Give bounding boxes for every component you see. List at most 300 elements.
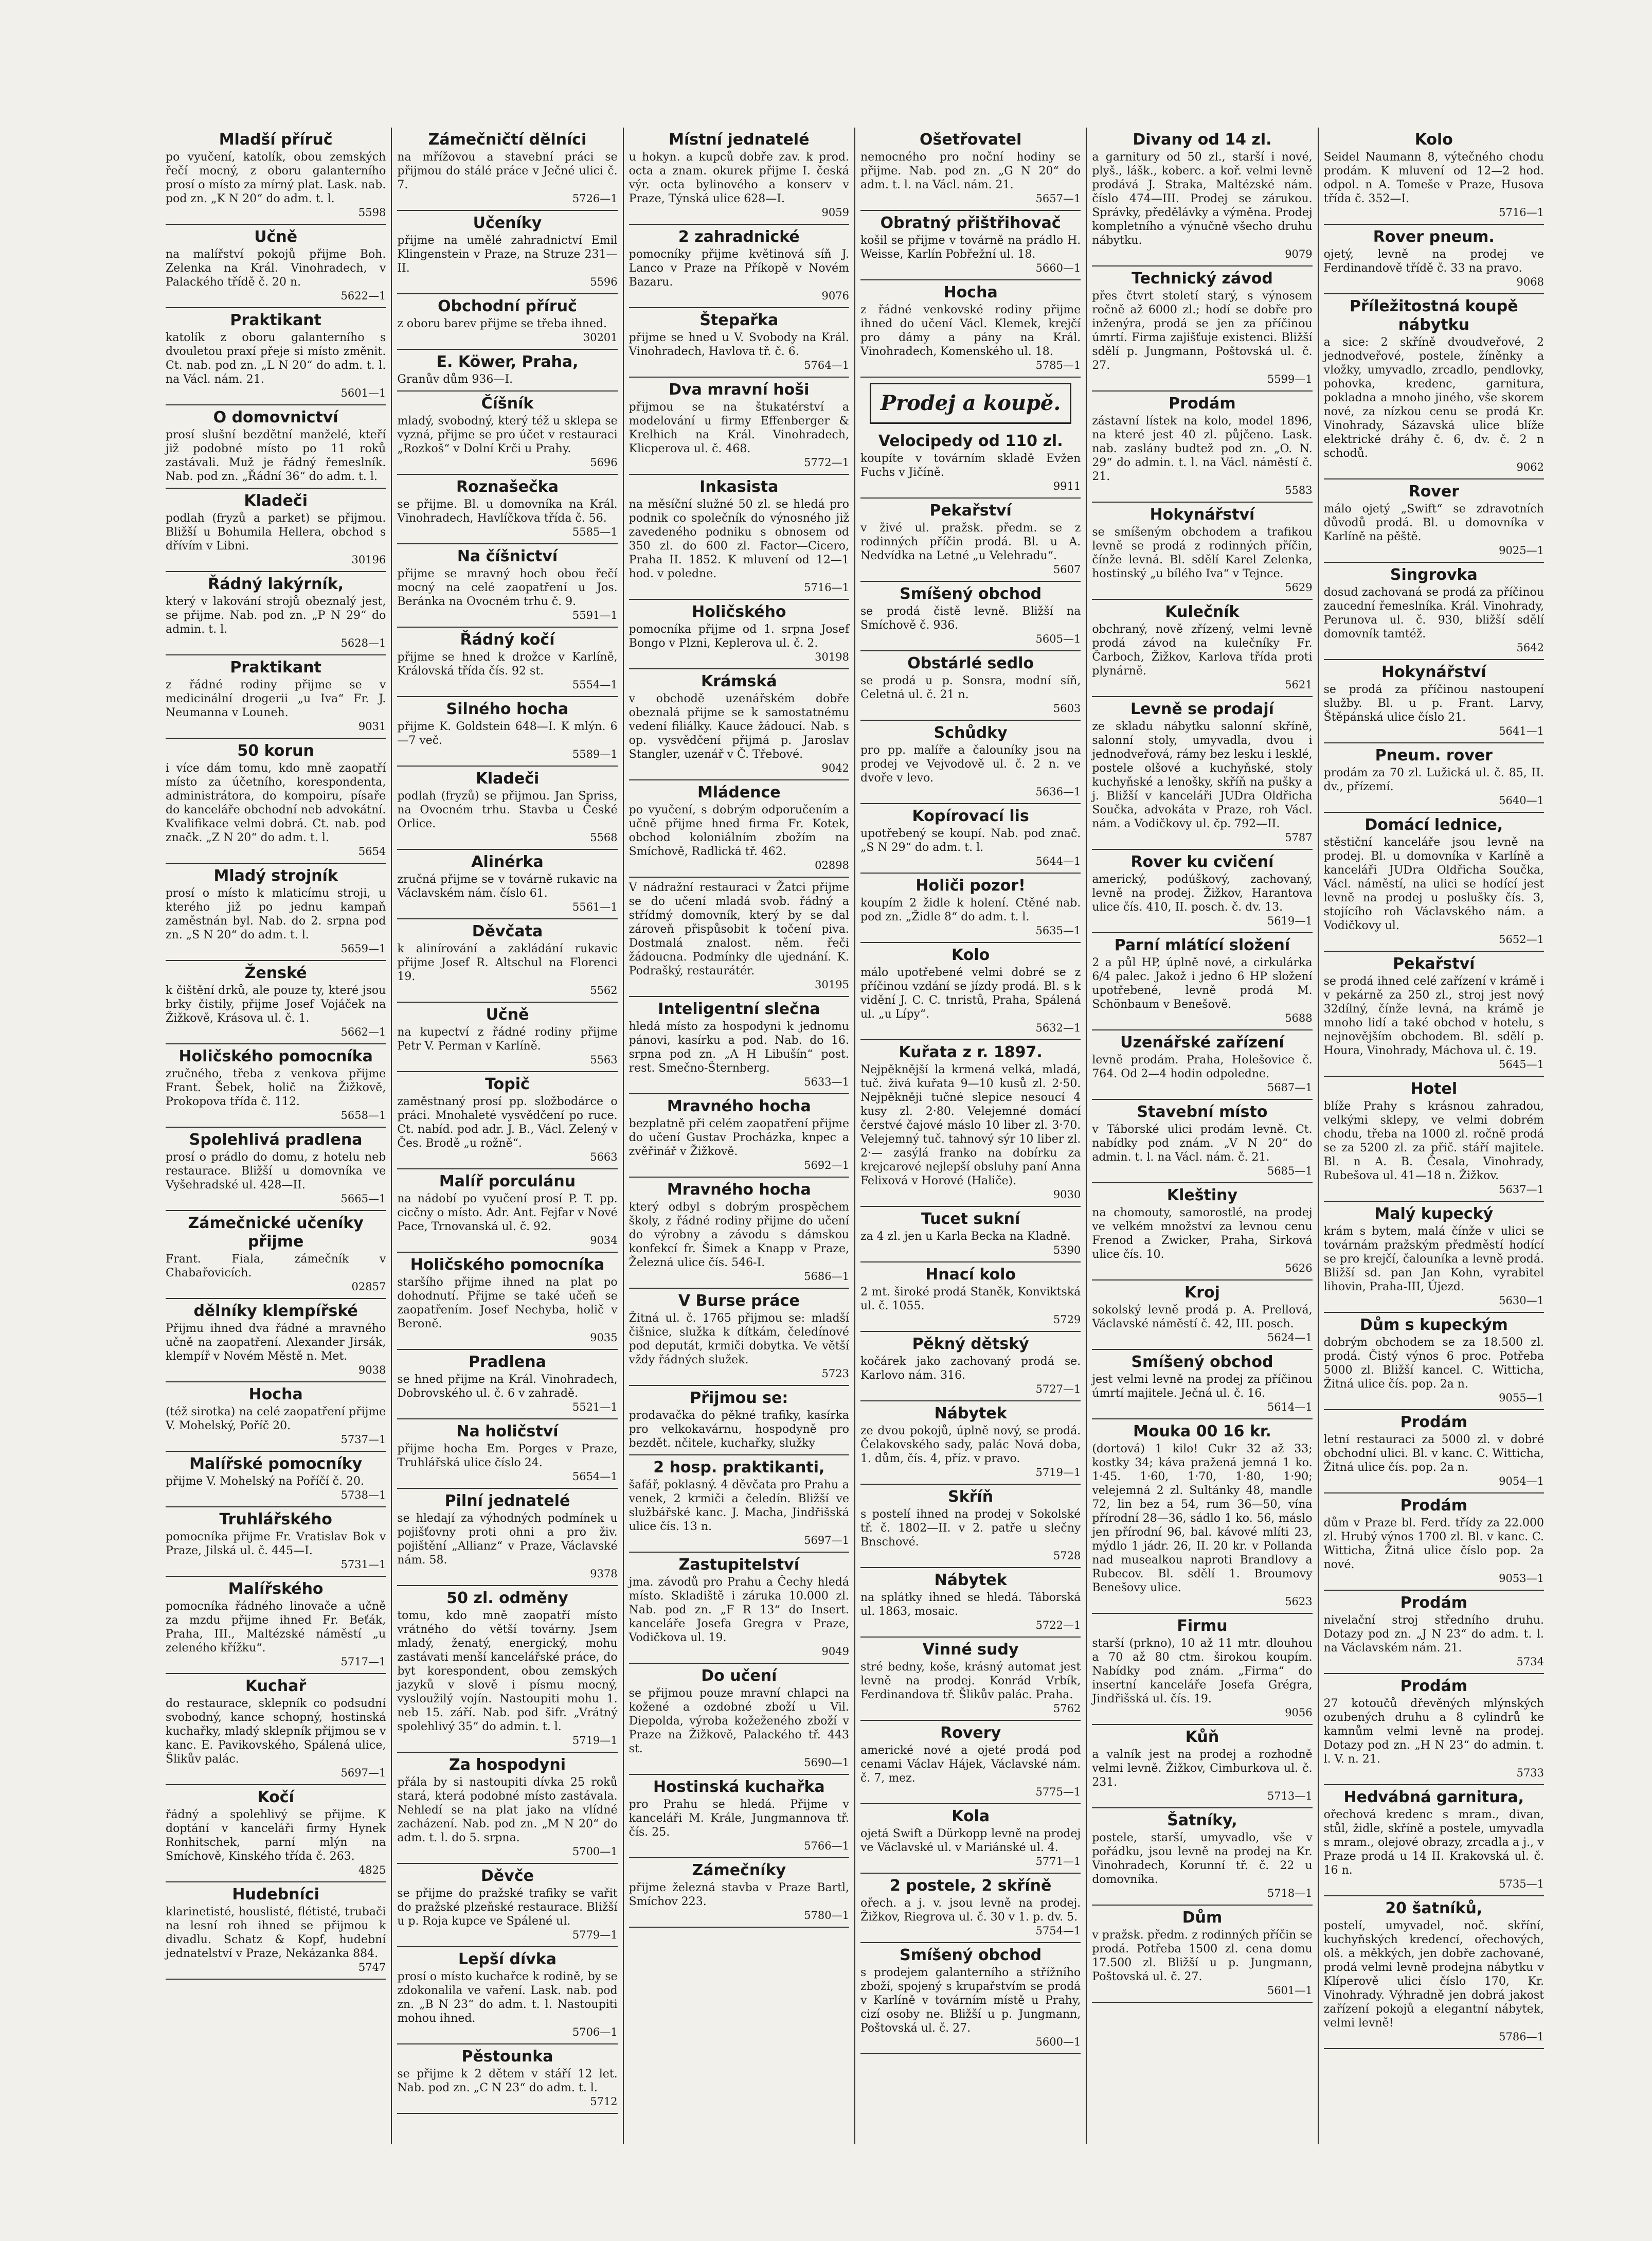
ad-body: ze skladu nábytku salonní skříně, salonní stoly, umyvadla, dvou i jednodveřová, rámy bez lesku i lesklé, postele olšové a kuchyňské, stoly kuchyňské a lenošky, skříň na pušky a j. Bližší v kanceláři JUDra Oldřicha Součka, advokáta v Praze, roh Václ. nám. a Vodičkovy ul. čp. 792—II. (1092, 720, 1313, 830)
ad-headline: Nábytek (934, 1404, 1007, 1422)
ad-headline: Dům s kupeckým (1359, 1316, 1508, 1334)
ad-reference-number: 5619—1 (1267, 915, 1313, 927)
ad-body: (též sirotka) na celé zaopatření přijme V. Mohelský, Poříč 20. (166, 1406, 386, 1432)
ad-reference-number: 5737—1 (340, 1433, 386, 1446)
ad-reference-number: 9030 (1053, 1188, 1081, 1201)
ad-reference-number: 5561—1 (572, 901, 618, 913)
ad-reference-number: 9911 (1053, 480, 1081, 492)
ad-reference-number: 5662—1 (340, 1026, 386, 1038)
classified-ad (860, 499, 1081, 582)
ad-headline: Kopírovací lis (912, 807, 1029, 825)
ad-body: zástavní lístek na kolo, model 1896, na které jest 40 zl. půjčeno. Lask. nab. zaslány budtež pod zn. „O. N. 29“ do admin. t. l. na Václ. náměstí č. 21. (1092, 415, 1313, 483)
ad-body: nemocného pro noční hodiny se přijme. Nab. pod zn. „G N 20“ do adm. t. l. na Václ. nám. 21. (860, 151, 1081, 191)
classified-columns (160, 128, 1549, 2144)
classified-ad (166, 128, 386, 225)
ad-body: se prodá čistě levně. Bližší na Smíchově č. 936. (860, 605, 1081, 632)
ad-reference-number: 5622—1 (340, 290, 386, 302)
ad-body: blíže Prahy s krásnou zahradou, velkými sklepy, ve velmi dobrém chodu, třeba na 1000 zl. ročně prodá se za 5200 zl. za přič. stáří majitele. Bl. n A. B. Česala, Vinohrady, Rubešova ul. 41—18 n. Žižkov. (1323, 1100, 1544, 1182)
ad-body: ořechová kredenc s mram., divan, stůl, židle, skříně a postele, umyvadla s mram., olejové obrazy, zrcadla a j., v Praze prodá u 14 II. Krakovská ul. č. 16 n. (1323, 1808, 1544, 1877)
classified-ad (166, 1674, 386, 1785)
ad-reference-number: 5642 (1516, 642, 1544, 654)
ad-headline: Tucet sukní (921, 1210, 1020, 1228)
ad-reference-number: 5692—1 (804, 1159, 849, 1171)
ad-headline: Smíšený obchod (900, 1946, 1042, 1964)
ad-body: sokolský levně prodá p. A. Prellová, Václavské náměstí č. 42, III. posch. (1092, 1304, 1313, 1330)
classified-ad (629, 780, 849, 878)
ad-reference-number: 5716—1 (804, 581, 849, 594)
ad-headline: Šatníky, (1167, 1811, 1237, 1829)
classified-ad (629, 1094, 849, 1178)
ad-body: krám s bytem, malá čínže v ulici se továrnám pražským předměstí hodící se pro krejčí, čalouníka a levně prodá. Bližší sd. pan Jan Kohn, vyrabitel lihovin, Praha-III, Újezd. (1323, 1225, 1544, 1293)
ad-reference-number: 9056 (1285, 1706, 1313, 1719)
ad-headline: 2 postele, 2 skříně (889, 1877, 1052, 1895)
ad-body: prosí slušní bezdětní manželé, kteří již podobné místo po 11 roků zastávali. Muž je řádný řemeslník. Nab. pod zn. „Řádní 36“ do adm. t. l. (166, 429, 386, 483)
classified-ad (166, 1128, 386, 1211)
classified-ad (1324, 1785, 1544, 1896)
ad-reference-number: 5600—1 (1035, 2036, 1081, 2048)
ad-headline: Malý kupecký (1374, 1205, 1494, 1223)
ad-body: pro pp. malíře a čalouníky jsou na prodej ve Vejvodově ul. č. 2 n. ve dvoře v levo. (860, 744, 1081, 785)
ad-reference-number: 5723 (821, 1367, 849, 1380)
ad-headline: Učně (254, 228, 298, 246)
ad-headline: Spolehlivá pradlena (189, 1131, 363, 1149)
classified-ad (1324, 1313, 1544, 1410)
ad-headline: Uzenářské zařízení (1120, 1034, 1284, 1052)
ad-reference-number: 5762 (1053, 1702, 1081, 1715)
column-5 (1086, 128, 1317, 2144)
classified-ad (166, 1211, 386, 1299)
ad-headline: Učně (486, 1006, 529, 1024)
ad-body: za 4 zl. jen u Karla Becka na Kladně. (860, 1230, 1071, 1243)
ad-headline: Pneum. rover (1375, 746, 1493, 764)
ad-body: staršího přijme ihned na plat po dohodnutí. Přijme se také učeň se zaopatřením. Josef Nechyba, holič v Beroně. (397, 1276, 618, 1330)
ad-headline: Prodám (1400, 1594, 1467, 1612)
classified-ad (860, 1040, 1081, 1207)
classified-ad (1092, 128, 1312, 266)
ad-headline: Hocha (248, 1385, 303, 1403)
ad-headline: Obratný přištřihovač (880, 214, 1061, 232)
classified-ad (397, 211, 617, 294)
ad-reference-number: 5729 (1053, 1313, 1081, 1326)
ad-headline: Inkasista (699, 478, 779, 496)
ad-reference-number: 5696 (590, 456, 618, 469)
ad-body: katolík z oboru galanterního s dvouletou praxí přeje si místo změnit. Ct. nab. pod zn. „L N 20“ do adm. t. l. na Václ. nám. 21. (166, 331, 386, 386)
classified-ad (860, 1874, 1081, 1943)
column-4 (854, 128, 1086, 2144)
ad-headline: O domovnictví (213, 408, 338, 426)
ad-reference-number: 9035 (590, 1331, 618, 1344)
ad-headline: Kolo (951, 946, 990, 964)
ad-body: tomu, kdo mně zaopatří místo vrátného do větší továrny. Jsem mladý, ženatý, energický, mohu zastávati menší kancelářské práce, do byt korespondent, obou zemských jazyků v slově i písmu mocný, vysloužilý vojín. Nastoupiti mohu 1. neb 15. září. Nab. pod šifr. „Vrátný spolehlivý 35“ do admin. t. l. (397, 1609, 618, 1733)
ad-reference-number: 5716—1 (1499, 206, 1544, 219)
ad-headline: Děvče (481, 1867, 534, 1885)
ad-reference-number: 5623 (1285, 1595, 1313, 1608)
ad-headline: Singrovka (1390, 566, 1478, 584)
classified-ad (166, 1785, 386, 1882)
ad-body: po vyučení, s dobrým odporučením a učně přijme hned firma Fr. Kotek, obchod koloniálním zbožím na Smíchově, Radlická tř. 462. (629, 804, 849, 858)
classified-ad (397, 919, 617, 1003)
classified-ad (397, 2044, 617, 2114)
classified-ad (629, 225, 849, 308)
ad-body: málo upotřebené velmi dobré se z příčinou vzdání se jízdy prodá. Bl. s k vidění J. C. C. tnristů, Praha, Spálená ul. „u Lípy“. (860, 966, 1081, 1021)
ad-headline: Holičského pomocníka (178, 1047, 373, 1065)
ad-headline: Zámečnické učeníky přijme (188, 1214, 364, 1251)
ad-headline: Malířské pomocníky (189, 1455, 363, 1473)
classified-ad (629, 378, 849, 475)
ad-headline: Pekařství (1393, 955, 1475, 973)
ad-body: na mřížovou a stavební práci se přijmou do stálé práce v Ječné ulici č. 7. (397, 151, 618, 191)
classified-ad (397, 1947, 617, 2044)
classified-ad (166, 1882, 386, 1980)
ad-body: prosí o místo kuchařce k rodině, by se zdokonalila ve vaření. Lask. nab. pod zn. „B N 23“ do adm. t. l. Nastoupiti mohou ihned. (397, 1970, 618, 2025)
classified-ad (397, 1586, 617, 1753)
ad-body: s postelí ihned na prodej v Sokolské tř. č. 1802—II. v 2. patře u slečny Bnschové. (860, 1508, 1081, 1549)
classified-ad (860, 1401, 1081, 1485)
ad-body: po vyučení, katolík, obou zemských řečí mocný, z oboru galanterního prosí o místo za mírný plat. Lask. nab. pod zn. „K N 20“ do adm. t. l. (166, 151, 386, 205)
ad-reference-number: 5734 (1516, 1656, 1544, 1668)
ad-headline: Číšník (481, 395, 534, 413)
classified-ad (397, 1003, 617, 1072)
classified-ad (860, 1638, 1081, 1721)
classified-ad (629, 1455, 849, 1553)
ad-reference-number: 9042 (821, 762, 849, 774)
ad-reference-number: 5568 (590, 831, 618, 844)
classified-ad (166, 864, 386, 961)
ad-headline: Příležitostná koupě nábytku (1350, 297, 1518, 334)
ad-body: který v lakování strojů obeznalý jest, se přijme. Nab. pod zn. „P N 29“ do admin. t. l. (166, 595, 386, 636)
ad-reference-number: 5601—1 (1267, 1984, 1313, 1997)
ad-body: koupím 2 židle k holení. Ctěné nab. pod zn. „Židle 8“ do adm. t. l. (860, 897, 1081, 923)
classified-ad (166, 572, 386, 655)
ad-headline: Holičského (692, 603, 786, 621)
ad-headline: Holičského pomocníka (410, 1256, 605, 1274)
ad-reference-number: 9076 (821, 290, 849, 302)
ad-reference-number: 5688 (1285, 1012, 1313, 1024)
ad-headline: Stavební místo (1137, 1103, 1268, 1121)
classified-ad (629, 1386, 849, 1455)
ad-headline: Rover pneum. (1373, 228, 1495, 246)
ad-body: přijme se mravný hoch obou řečí mocný na celé zaopatření u Jos. Beránka na Ovocném trhu č. 9. (397, 567, 618, 608)
ad-headline: Učeníky (473, 214, 542, 232)
ad-body: u hokyn. a kupců dobře zav. k prod. octa a znam. okurek přijme I. česká výr. octa bylinového a konserv v Praze, Týnská ulice 628—I. (629, 151, 849, 205)
ad-reference-number: 5727—1 (1035, 1383, 1081, 1395)
ad-headline: Hnací kolo (925, 1266, 1016, 1284)
classified-ad (397, 544, 617, 628)
classified-ad (860, 1332, 1081, 1401)
classified-ad (166, 1577, 386, 1674)
ad-reference-number: 5589—1 (572, 748, 618, 760)
ad-reference-number: 5521—1 (572, 1401, 618, 1413)
classified-ad (166, 308, 386, 405)
ad-body: koupíte v továrním skladě Evžen Fuchs v Jičíně. (860, 452, 1081, 479)
ad-headline: Zámečníky (692, 1861, 786, 1879)
ad-reference-number: 5633—1 (804, 1076, 849, 1088)
classified-ad (1092, 933, 1312, 1030)
classified-ad (1092, 1725, 1312, 1808)
ad-reference-number: 5717—1 (340, 1656, 386, 1668)
ad-body: do restaurace, sklepník co podsudní svobodný, kance schopný, hostinská kuchařky, mladý sklepník přijmou se v kanc. E. Pavikovského, Spálená ulice, Šlikův palác. (166, 1697, 386, 1766)
ad-reference-number: 5747 (358, 1961, 386, 1973)
ad-headline: Prodám (1169, 395, 1236, 413)
ad-body: starší (prkno), 10 až 11 mtr. dlouhou a 70 až 80 ctm. širokou koupím. Nabídky pod znám. „Firma“ do insertní kanceláře Josefa Grégra, Jindřišská ul. čís. 19. (1092, 1637, 1313, 1705)
ad-body: se přijme do pražské trafiky se vařit do pražské plzeňské restaurace. Bližší u p. Roja kupce ve Spálené ul. (397, 1887, 618, 1928)
ad-body: pro Prahu se hledá. Přijme v kanceláři M. Krále, Jungmannova tř. čís. 25. (629, 1798, 849, 1839)
ad-headline: Řádný kočí (460, 631, 555, 649)
ad-body: americký, podúškový, zachovaný, levně na prodej. Žižkov, Harantova ulice čís. 410, II. posch. č. dv. 13. (1092, 873, 1313, 914)
ad-reference-number: 5733 (1516, 1767, 1544, 1779)
ad-body: v živé ul. pražsk. předm. se z rodinných příčin prodá. Bl. u A. Nedvídka na Letné „u Velehradu“. (860, 522, 1081, 562)
ad-body: přijme K. Goldstein 648—I. K mlýn. 6—7 več. (397, 720, 618, 747)
classified-ad (860, 1943, 1081, 2054)
ad-headline: Řádný lakýrník, (208, 575, 344, 593)
ad-reference-number: 5712 (590, 2095, 618, 2108)
ad-body: postelí, umyvadel, noč. skříní, kuchyňských kredencí, ořechových, olš. a měkkých, jen dobře zachované, prodá velmi levně prodejna nábytku v Klíperově ulici číslo 170, Kr. Vinohrady. Výhradně jen dobrá jakost zařízení pokojů a elegantní nábytek, velmi levně! (1323, 1919, 1544, 2030)
ad-headline: dělníky klempířské (193, 1302, 358, 1320)
ad-body: stěstiční kanceláře jsou levně na prodej. Bl. u domovníka v Karlíně a kanceláři JUDra Oldřicha Součka, Václ. náměstí, na ulici se hodící jest levně na prodej u poslušky čís. 3, stojícího roh Václavského nám. a Vodičkovy ul. (1323, 836, 1544, 932)
ad-body: jest velmi levně na prodej za příčinou úmrtí majitele. Ječná ul. č. 16. (1092, 1373, 1313, 1400)
ad-reference-number: 9378 (590, 1568, 618, 1580)
ad-headline: Děvčata (472, 922, 543, 940)
ad-headline: Smíšený obchod (900, 585, 1042, 603)
ad-body: klarinetisté, houslisté, flétisté, trubači na lesní roh ihned se přijmou k divadlu. Schatz & Kopf, hudební jednatelství v Praze, Nekázanka 884. (166, 1906, 386, 1960)
ad-body: zaměstnaný prosí pp. složbodárce o práci. Mnohaleté vysvědčení po ruce. Ct. nabíd. pod adr. J. B., Václ. Zelený v Čes. Brodě „u rožně“. (397, 1095, 618, 1150)
classified-ad (629, 600, 849, 669)
ad-headline: Pěstounka (461, 2048, 553, 2066)
classified-ad (1324, 1896, 1544, 2049)
ad-body: se smíšeným obchodem a trafikou levně se prodá z rodinných příčin, čínže levná. Bl. sdělí Karel Zelenka, hostinský „u bílého Iva“ v Tejnce. (1092, 526, 1313, 580)
ad-body: prosí o místo k mlaticímu stroji, u kterého již po jednu kampaň zaměstnán byl. Nab. do 2. srpna pod zn. „S N 20“ do adm. t. l. (166, 887, 386, 941)
classified-ad (860, 943, 1081, 1040)
classified-ad (1324, 128, 1544, 225)
classified-ad (860, 280, 1081, 378)
ad-reference-number: 9068 (1516, 276, 1544, 288)
classified-ad (397, 1253, 617, 1350)
ad-reference-number: 5663 (590, 1151, 618, 1163)
ad-headline: Mladší příruč (219, 131, 333, 149)
ad-headline: Lepší dívka (458, 1950, 556, 1968)
classified-ad (1092, 1183, 1312, 1280)
classified-ad (860, 582, 1081, 651)
ad-reference-number: 5754—1 (1035, 1925, 1081, 1937)
classified-ad (1324, 294, 1544, 479)
classified-ad (1324, 563, 1544, 660)
ad-headline: Kladeči (244, 492, 308, 510)
ad-headline: Mravného hocha (667, 1097, 811, 1115)
ad-reference-number: 5657—1 (1035, 192, 1081, 205)
ad-body: přes čtvrt století starý, s výnosem ročně až 6000 zl.; hodí se dobře pro inženýra, prodá se jen za příčinou úmrtí. Firma zajišťuje existenci. Bližší sdělí p. Jungmann, Poštovská ul. č. 27. (1092, 290, 1313, 372)
ad-headline: Kulečník (1165, 603, 1240, 621)
ad-reference-number: 5628—1 (340, 637, 386, 649)
ad-body: prodavačka do pěkné trafiky, kasírka pro velkokavárnu, hospodyně pro bezdět. nčitele, kuchařky, služky (629, 1409, 849, 1450)
classified-ad (860, 651, 1081, 721)
ad-headline: 50 zl. odměny (446, 1589, 568, 1607)
ad-body: se hledají za výhodných podmínek u pojišťovny proti ohni a pro živ. pojištění „Allianz“ v Praze, Václavské nám. 58. (397, 1512, 618, 1567)
ad-body: jma. závodů pro Prahu a Čechy hledá místo. Skladiště i záruka 10.000 zl. Nab. pod zn. „F R 13“ do Insert. kanceláře Josefa Gregra v Praze, Vodičkova ul. 19. (629, 1576, 849, 1644)
ad-body: ořech. a j. v. jsou levně na prodej. Žižkov, Riegrova ul. č. 30 v 1. p. dv. 5. (860, 1897, 1081, 1924)
classified-ad (397, 475, 617, 544)
ad-reference-number: 5728 (1053, 1550, 1081, 1562)
classified-ad (629, 475, 849, 600)
ad-reference-number: 5785—1 (1035, 359, 1081, 371)
classified-ad (1092, 1906, 1312, 2003)
ad-headline: 20 šatníků, (1385, 1899, 1483, 1917)
ad-body: na malířství pokojů přijme Boh. Zelenka na Král. Vinohradech, v Palackého třídě č. 20 n. (166, 248, 386, 289)
classified-ad (397, 1753, 617, 1864)
ad-body: zručného, třeba z venkova přijme Frant. Šebek, holič na Žižkově, Prokopova třída č. 112. (166, 1068, 386, 1108)
ad-headline: Hocha (943, 283, 998, 301)
ad-headline: Malíř porculánu (439, 1172, 576, 1190)
ad-body: se prodá za příčinou nastoupení služby. Bl. u p. Frant. Larvy, Štěpánská ulice číslo 21. (1323, 683, 1544, 724)
ad-body: postele, starší, umyvadlo, vše v pořádku, jsou levně na prodej na Kr. Vinohradech, Korunní tř. č. 22 u domovníka. (1092, 1831, 1313, 1886)
classified-ad (860, 128, 1081, 211)
ad-headline: Malířského (228, 1580, 324, 1598)
ad-body: přijmou se na štukatérství a modelování u firmy Effenberger & Krelhich na Král. Vinohradech, Klicperova ul. č. 468. (629, 401, 849, 455)
classified-ad (1324, 1410, 1544, 1493)
classified-ad (1324, 813, 1544, 952)
ad-body: v pražsk. předm. z rodinných příčin se prodá. Potřeba 1500 zl. cena domu 17.500 zl. Bližší u p. Jungmann, Poštovská ul. č. 27. (1092, 1929, 1313, 1983)
ad-body: na kupectví z řádné rodiny přijme Petr V. Perman v Karlíně. (397, 1026, 618, 1053)
ad-reference-number: 5766—1 (804, 1840, 849, 1852)
ad-reference-number: 5787 (1285, 831, 1313, 844)
ad-reference-number: 5772—1 (804, 456, 849, 469)
ad-reference-number: 02857 (351, 1280, 386, 1293)
classified-ad (166, 1382, 386, 1452)
classified-ad (1324, 1077, 1544, 1202)
classified-ad (397, 392, 617, 475)
ad-reference-number: 5718—1 (1267, 1887, 1313, 1899)
ad-reference-number: 5562 (590, 984, 618, 997)
ad-body: upotřebený se koupí. Nab. pod znač. „S N 29“ do adm. t. l. (860, 827, 1081, 854)
ad-reference-number: 5700—1 (572, 1845, 618, 1858)
classified-ad (629, 878, 849, 997)
classified-ad (397, 1072, 617, 1169)
classified-ad (1092, 1419, 1312, 1614)
ad-reference-number: 5654—1 (572, 1470, 618, 1483)
classified-ad (1324, 660, 1544, 743)
ad-body: se hned přijme na Král. Vinohradech, Dobrovského ul. č. 6 v zahradě. (397, 1373, 618, 1400)
classified-ad (1324, 1674, 1544, 1785)
ad-reference-number: 5626 (1285, 1262, 1313, 1274)
ad-body: Žitná ul. č. 1765 přijmou se: mladší čišnice, služka k dítkám, čeledínové pod deputát, krmiči dobytka. Ve větší vždy řádných služek. (629, 1312, 849, 1366)
classified-ad (860, 429, 1081, 499)
ad-body: a garnitury od 50 zl., starší i nové, plyš., lášk., koberc. a koř. velmi levně prodává J. Straka, Maltézské nám. číslo 474—III. Prodej se zárukou. Správky, předělávky a výměna. Prodej kompletního a výnučně všecho druhu nábytku. (1092, 151, 1313, 247)
ad-body: s prodejem galanterního a střížního zboží, spojený s krupařstvím se prodá v Karlíně v továrním místě u Prahy, cizí osoby ne. Bližší u p. Jungmann, Poštovská ul. č. 27. (860, 1966, 1081, 2035)
ad-headline: Dům (1182, 1909, 1223, 1927)
classified-ad (1092, 697, 1312, 850)
ad-body: ojetý, levně na prodej ve Ferdinandově třídě č. 33 na pravo. (1323, 248, 1544, 275)
ad-headline: Silného hocha (446, 700, 569, 718)
ad-body: mladý, svobodný, který též u sklepa se vyzná, přijme se pro účet v restauraci „Rozkoš“ v Dolní Krči u Prahy. (397, 415, 618, 455)
ad-headline: Na číšnictví (457, 547, 558, 565)
classified-ad (397, 1419, 617, 1489)
ad-reference-number: 5658—1 (340, 1109, 386, 1122)
classified-ad (629, 1858, 849, 1928)
ad-body: ze dvou pokojů, úplně nový, se prodá. Čelakovského sady, palác Nová doba, 1. dům, čís. 4, příz. v pravo. (860, 1425, 1081, 1465)
ad-reference-number: 5640—1 (1499, 794, 1544, 807)
ad-body: pomocníka přijme od 1. srpna Josef Bongo v Plzni, Keplerova ul. č. 2. (629, 623, 849, 650)
ad-body: se přijme k 2 dětem v stáří 12 let. Nab. pod zn. „C N 23“ do adm. t. l. (397, 2068, 618, 2094)
ad-reference-number: 5601—1 (340, 387, 386, 399)
ad-reference-number: 30198 (815, 651, 849, 663)
ad-reference-number: 5779—1 (572, 1929, 618, 1941)
ad-headline: Firmu (1177, 1617, 1228, 1635)
ad-body: přijme se hned k drožce v Karlíně, Královská třída čís. 92 st. (397, 651, 618, 678)
ad-headline: Nábytek (934, 1571, 1007, 1589)
classified-ad (1092, 1350, 1312, 1419)
classified-ad (629, 1289, 849, 1386)
ad-body: a sice: 2 skříně dvoudveřové, 2 jednodveřové, postele, žíněnky a vložky, umyvadlo, zrcadlo, pendlovky, pohovka, kredenc, garnitura, pokladna a mnoho jiného, vše skorem nové, za nízkou cenu se prodá Kr. Vinohrady, Sázavská ulice blíže elektrické dráhy č. 6, dv. č. 2 n schodů. (1323, 336, 1544, 460)
classified-ad (166, 489, 386, 572)
ad-body: obchraný, nově zřízený, velmi levně prodá závod na kulečníky Fr. Čarboch, Žižkov, Karlova třída proti plynárně. (1092, 623, 1313, 678)
ad-reference-number: 5607 (1053, 563, 1081, 576)
ad-reference-number: 5686—1 (804, 1270, 849, 1283)
ad-reference-number: 5697—1 (340, 1767, 386, 1779)
ad-headline: Parní mlátící složení (1114, 936, 1290, 954)
ad-body: který odbyl s dobrým prospěchem školy, z řádné rodiny přijme do učení do výrobny a závodu s dámskou konfekcí fr. Šimek a Knapp v Praze, Železná ulice čís. 546-I. (629, 1201, 849, 1269)
ad-reference-number: 30196 (351, 554, 386, 566)
ad-reference-number: 5621 (1285, 679, 1313, 691)
ad-body: 27 kotoučů dřevěných mlýnských ozubených druhu a 8 cylindrů ke kamnům velmi levně na prodej. Dotazy pod zn. „H N 23“ do admin. t. l. V. n. 21. (1323, 1697, 1544, 1766)
ad-headline: Rover (1408, 483, 1460, 501)
ad-body: na nádobí po vyučení prosí P. T. pp. cicčny o místo. Adr. Ant. Fejfar v Nové Pace, Trnovanská ul. č. 92. (397, 1193, 618, 1233)
ad-reference-number: 5665—1 (340, 1193, 386, 1205)
ad-headline: 2 hosp. praktikanti, (653, 1459, 825, 1477)
ad-reference-number: 5719—1 (572, 1734, 618, 1747)
classified-ad (166, 225, 386, 308)
classified-ad (1092, 266, 1312, 392)
classified-ad (1324, 225, 1544, 294)
ad-headline: Do učení (701, 1667, 777, 1685)
ad-headline: Topič (485, 1075, 530, 1093)
ad-body: i více dám tomu, kdo mně zaopatří místo za účetního, korespondenta, administrátora, do kompoiru, písaře do kanceláře obchodní neb advokátní. Kvalifikace velmi dobrá. Ct. nab. pod značk. „Z N 20“ do adm. t. l. (166, 762, 386, 844)
ad-headline: Zastupitelství (678, 1556, 799, 1574)
ad-headline: Kuchař (245, 1677, 307, 1695)
ad-headline: Za hospodyni (448, 1756, 566, 1774)
ad-body: bezplatně při celém zaopatření přijme do učení Gustav Procházka, knpec a zvěřinář v Žižkově. (629, 1117, 849, 1158)
classified-ad (1092, 1030, 1312, 1100)
ad-headline: Velocipedy od 110 zl. (878, 432, 1063, 450)
ad-body: přijme se hned u V. Svobody na Král. Vinohradech, Havlova tř. č. 6. (629, 331, 849, 358)
ad-body: 2 a půl HP, úplně nové, a cirkulárka 6/4 palec. Jakož i jedno 6 HP složení upotřebené, levně prodá M. Schönbaum v Benešově. (1092, 956, 1313, 1011)
classified-ad (860, 1568, 1081, 1638)
ad-reference-number: 9055—1 (1499, 1392, 1544, 1404)
ad-reference-number: 5645—1 (1499, 1058, 1544, 1071)
classified-ad (629, 1178, 849, 1289)
ad-headline: Pěkný dětský (912, 1335, 1029, 1353)
ad-body: Granův dům 936—I. (397, 373, 513, 386)
ad-body: z řádné venkovské rodiny přijme ihned do učení Václ. Klemek, krejčí pro dámy a pány na Král. Vinohradech, Komenského ul. 18. (860, 304, 1081, 358)
ad-reference-number: 5735—1 (1499, 1878, 1544, 1890)
ad-reference-number: 5771—1 (1035, 1855, 1081, 1868)
ad-reference-number: 5554—1 (572, 679, 618, 691)
classified-ad (1092, 850, 1312, 933)
ad-reference-number: 30195 (815, 979, 849, 991)
ad-headline: Ošetřovatel (920, 131, 1022, 149)
ad-body: stré bedny, koše, krásný automat jest levně na prodej. Konrád Vrbík, Ferdinandova tř. Šlikův palác. Praha. (860, 1661, 1081, 1701)
classified-ad (397, 350, 617, 392)
ad-reference-number: 5722—1 (1035, 1619, 1081, 1631)
ad-body: přála by si nastoupiti dívka 25 roků stará, která podobné místo zastávala. Nehledí se na plat jako na vlídné zacházení. Nab. pod zn. „M N 20“ do adm. t. l. do 5. srpna. (397, 1776, 618, 1844)
classified-ad (1324, 479, 1544, 563)
ad-reference-number: 5636—1 (1035, 786, 1081, 798)
column-1 (160, 128, 391, 2144)
ad-body: přijme V. Mohelský na Poříčí č. 20. (166, 1475, 365, 1488)
ad-headline: Hotel (1410, 1080, 1458, 1098)
ad-body: přijme hocha Em. Porges v Praze, Truhlářská ulice číslo 24. (397, 1443, 618, 1469)
ad-headline: Místní jednatelé (669, 131, 810, 149)
ad-body: (dortová) 1 kilo! Cukr 32 až 33; kostky 34; káva pražená jemná 1 ko. 1·45. 1·60, 1·70, 1·80, 1·90; velejemná 2 zl. Sultánky 48, mandle 72, lin bez a 54, rum 36—50, vína přírodní 28—36, sádlo 1 ko. 56, máslo jen přírodní 96, bal. kávové mlíti 23, mýdlo 1 jádr. 26, II. 20 kr. v Pollanda nad musealkou naproti Brandlovy a Rubecov. Bl. sdělí 1. Broumovy Benešovy ulice. (1092, 1443, 1313, 1594)
ad-reference-number: 5630—1 (1499, 1294, 1544, 1307)
